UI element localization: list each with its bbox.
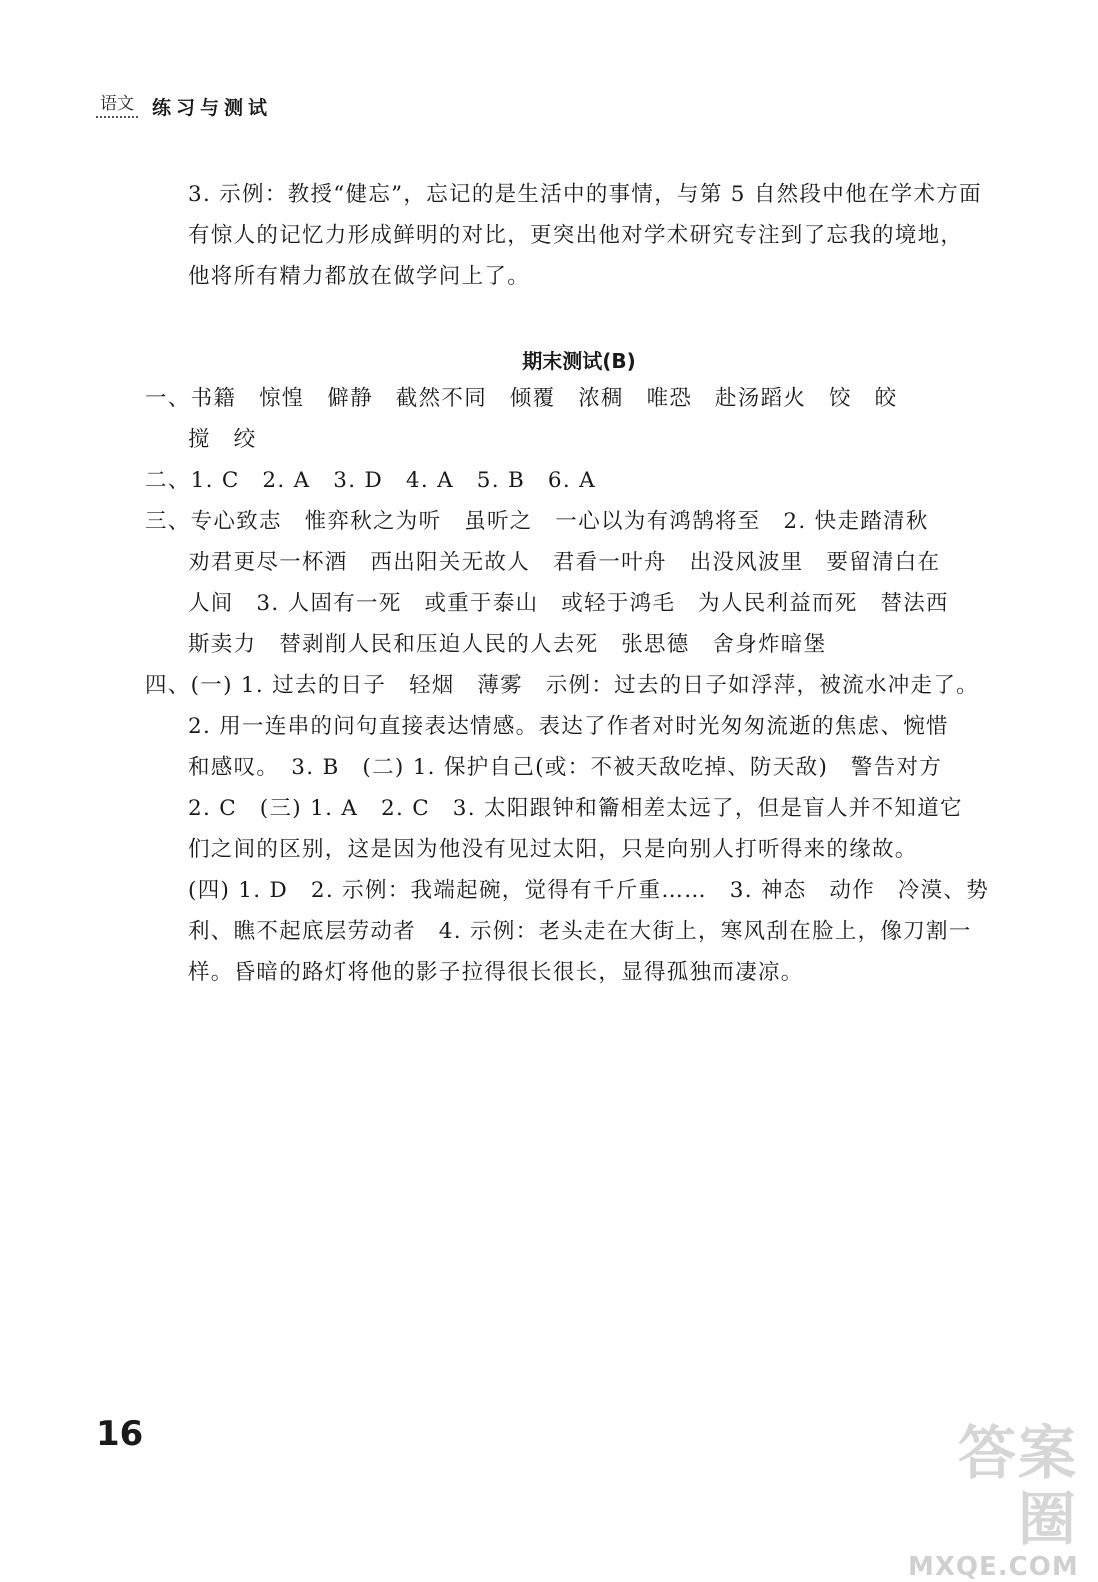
section-title: 期末测试(B): [522, 349, 636, 373]
intro-line-3: 他将所有精力都放在做学问上了。: [188, 264, 531, 289]
watermark-main: 答案圈: [957, 1419, 1078, 1553]
answer-line-11: 2. C (三) 1. A 2. C 3. 太阳跟钟和籥相差太远了，但是盲人并不知道它: [188, 796, 963, 821]
intro-line-1: 3. 示例：教授“健忘”，忘记的是生活中的事情，与第 5 自然段中他在学术方面: [188, 182, 982, 207]
book-title: 练习与测试: [152, 96, 273, 119]
answer-line-9: 2. 用一连串的问句直接表达情感。表达了作者对时光匆匆流逝的焦虑、惋惜: [188, 714, 949, 739]
answer-line-8: 四、(一) 1. 过去的日子 轻烟 薄雾 示例：过去的日子如浮萍，被流水冲走了。: [145, 673, 979, 698]
answer-line-12: 们之间的区别，这是因为他没有见过太阳，只是向别人打听得来的缘故。: [188, 837, 918, 862]
watermark-logo: [908, 1419, 1079, 1582]
answer-line-2: 搅 绞: [188, 427, 257, 452]
intro-line-2: 有惊人的记忆力形成鲜明的对比，更突出他对学术研究专注到了忘我的境地，: [188, 223, 964, 248]
answer-line-5: 劝君更尽一杯酒 西出阳关无故人 君看一叶舟 出没风波里 要留清白在: [188, 550, 941, 575]
answer-line-4: 三、专心致志 惟弈秋之为听 虽听之 一心以为有鸿鹄将至 2. 快走踏清秋: [145, 509, 929, 534]
page-number: 16: [96, 1414, 144, 1454]
answer-line-15: 样。昏暗的路灯将他的影子拉得很长很长，显得孤独而凄凉。: [188, 960, 804, 985]
page-header: [96, 90, 272, 122]
answer-line-6: 人间 3. 人固有一死 或重于泰山 或轻于鸿毛 为人民利益而死 替法西: [188, 591, 949, 616]
answer-line-7: 斯卖力 替剥削人民和压迫人民的人去死 张思德 舍身炸暗堡: [188, 632, 827, 657]
answer-line-14: 利、瞧不起底层劳动者 4. 示例：老头走在大街上，寒风刮在脸上，像刀割一: [188, 919, 972, 944]
watermark-sub: MXQE.COM: [908, 1552, 1079, 1582]
answer-line-3: 二、1. C 2. A 3. D 4. A 5. B 6. A: [145, 468, 596, 493]
answer-line-10: 和感叹。 3. B (二) 1. 保护自己(或：不被天敌吃掉、防天敌) 警告对方: [188, 755, 943, 780]
answer-line-1: 一、书籍 惊惶 僻静 截然不同 倾覆 浓稠 唯恐 赴汤蹈火 饺 皎: [145, 386, 898, 411]
subject-label: 语文: [96, 94, 138, 118]
answer-line-13: (四) 1. D 2. 示例：我端起碗，觉得有千斤重…… 3. 神态 动作 冷漠、势: [188, 878, 989, 903]
